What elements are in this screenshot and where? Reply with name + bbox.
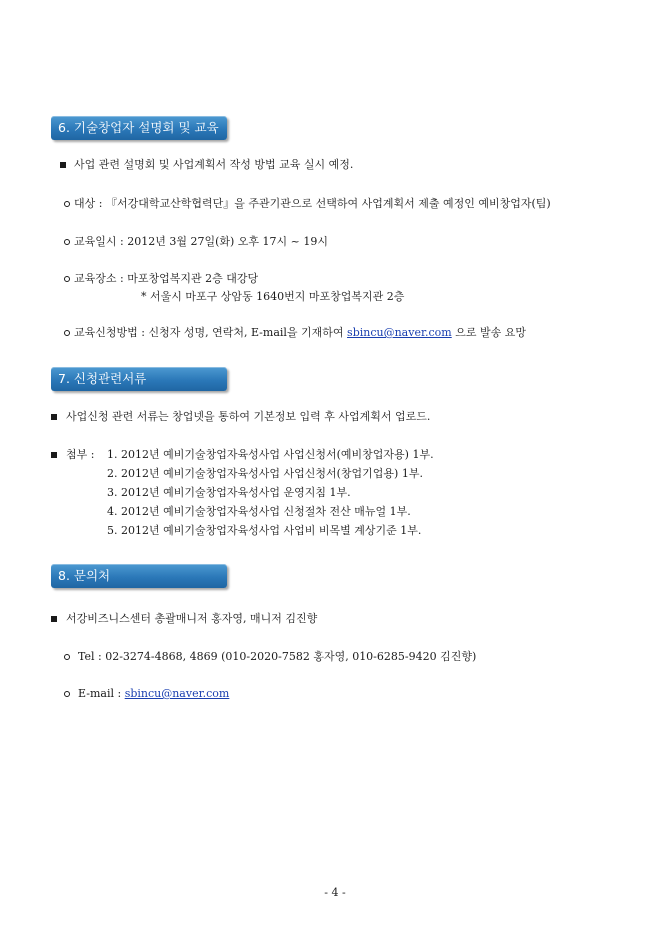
circle-bullet-icon — [64, 330, 70, 336]
section-6-header: 6. 기술창업자 설명회 및 교육 — [51, 116, 227, 140]
attachment-item: 1. 2012년 예비기술창업자육성사업 사업신청서(예비창업자용) 1부. — [107, 448, 434, 461]
contact-email-label: E-mail : — [78, 687, 122, 700]
section-6-email-link[interactable]: sbincu@naver.com — [347, 326, 452, 339]
circle-bullet-icon — [64, 239, 70, 245]
section-7-header: 7. 신청관련서류 — [51, 367, 227, 391]
section-6-bullet-text: 사업 관련 설명회 및 사업계획서 작성 방법 교육 실시 예정. — [74, 158, 354, 171]
page-number: - 4 - — [324, 886, 346, 899]
section-6-place-sub: * 서울시 마포구 상암동 1640번지 마포창업복지관 2층 — [141, 290, 405, 303]
attachment-item: 2. 2012년 예비기술창업자육성사업 사업신청서(창업기업용) 1부. — [107, 467, 423, 480]
section-8-header: 8. 문의처 — [51, 564, 227, 588]
section-6-place: 교육장소 : 마포창업복지관 2층 대강당 — [74, 272, 259, 285]
contact-email-link[interactable]: sbincu@naver.com — [124, 687, 230, 700]
square-bullet-icon — [51, 616, 57, 622]
section-8-bullet-text: 서강비즈니스센터 총괄매니저 홍자영, 매니저 김진향 — [66, 612, 318, 625]
circle-bullet-icon — [64, 201, 70, 207]
section-6-date: 교육일시 : 2012년 3월 27일(화) 오후 17시 ~ 19시 — [74, 235, 328, 248]
attachment-item: 4. 2012년 예비기술창업자육성사업 신청절차 전산 매뉴얼 1부. — [107, 505, 411, 518]
section-6-apply-post: 으로 발송 요망 — [455, 326, 526, 339]
attachment-item: 5. 2012년 예비기술창업자육성사업 사업비 비목별 계상기준 1부. — [107, 524, 422, 537]
attachments-label: 첨부 : — [66, 448, 95, 461]
circle-bullet-icon — [64, 691, 70, 697]
section-6-apply — [74, 326, 526, 340]
square-bullet-icon — [60, 162, 66, 168]
contact-tel: Tel : 02-3274-4868, 4869 (010-2020-7582 홍자영, 010-6285-9420 김진향) — [78, 650, 477, 663]
circle-bullet-icon — [64, 276, 70, 282]
square-bullet-icon — [51, 452, 57, 458]
section-7-bullet-text: 사업신청 관련 서류는 창업넷을 통하여 기본정보 입력 후 사업계획서 업로드. — [66, 410, 431, 423]
square-bullet-icon — [51, 414, 57, 420]
attachment-item: 3. 2012년 예비기술창업자육성사업 운영지침 1부. — [107, 486, 351, 499]
section-6-apply-text: 교육신청방법 : 신청자 성명, 연락처, E-mail을 기재하여 — [74, 326, 344, 339]
section-6-target: 대상 : 『서강대학교산학협력단』을 주관기관으로 선택하여 사업계획서 제출 예정인 예비창업자(팀) — [74, 197, 551, 210]
circle-bullet-icon — [64, 654, 70, 660]
contact-email-row — [78, 687, 229, 701]
